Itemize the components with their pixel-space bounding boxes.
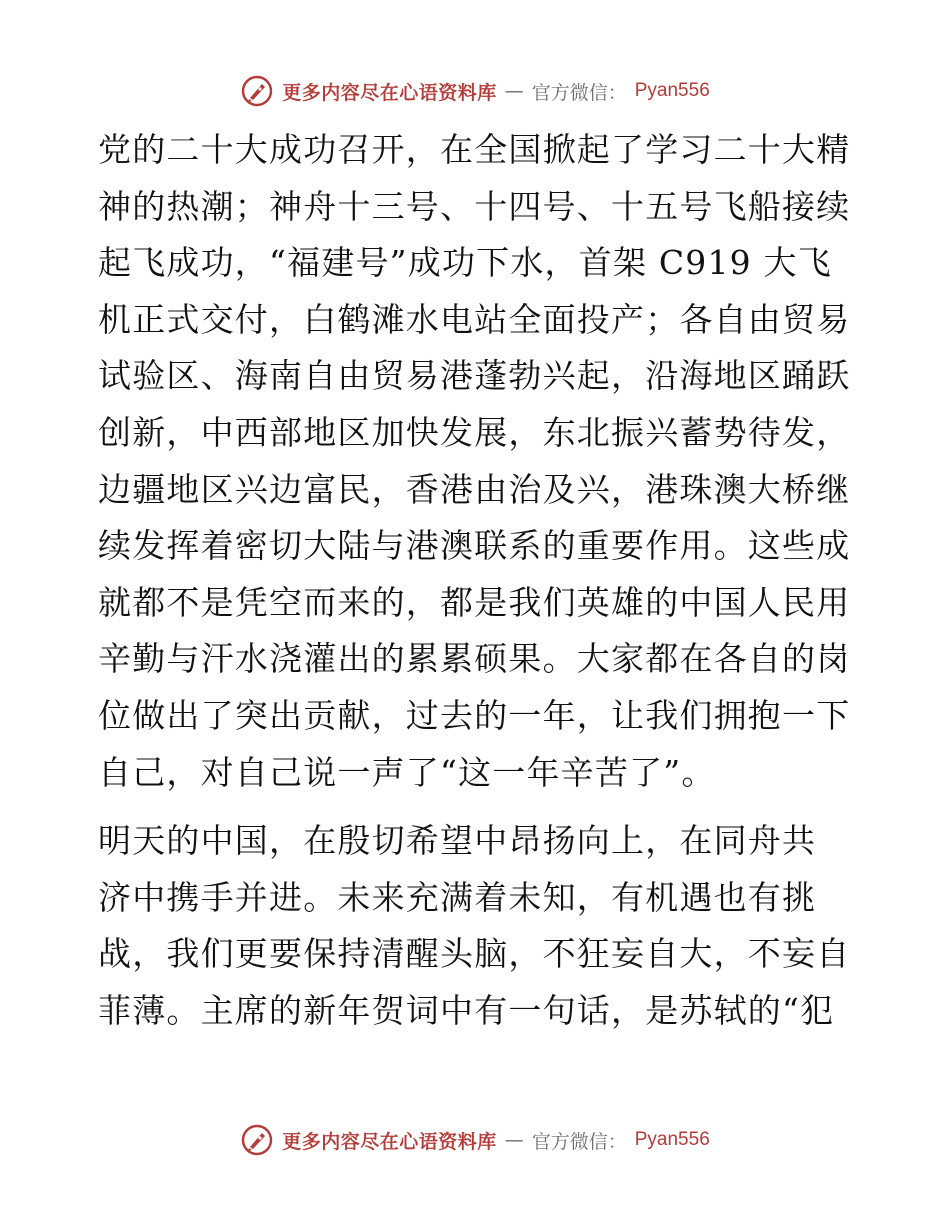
banner-wechat-label: 官方微信： — [531, 1130, 627, 1153]
document-body — [98, 122, 850, 1040]
banner-wechat-id: Pyan556 — [634, 1129, 710, 1150]
banner-title: 更多内容尽在心语资料库 — [282, 81, 497, 104]
text-line: 创新，中西部地区加快发展，东北振兴蓄势待发， — [98, 412, 851, 452]
text-line: 辛勤与汗水浇灌出的累累硕果。大家都在各自的岗 — [98, 639, 851, 679]
text-line: 济中携手并进。未来充满着未知，有机遇也有挑 — [98, 877, 817, 917]
pen-nib-logo-icon — [240, 74, 274, 108]
header-banner — [0, 71, 950, 111]
banner-wechat-id: Pyan556 — [634, 80, 710, 101]
text-line: 党的二十大成功召开，在全国掀起了学习二十大精 — [98, 130, 851, 169]
text-line: 起飞成功，“福建号”成功下水，首架 C919 大飞 — [98, 243, 832, 283]
paragraph-1 — [98, 122, 850, 801]
paragraph-2 — [98, 813, 850, 1039]
text-line: 位做出了突出贡献，过去的一年，让我们拥抱一下 — [98, 695, 851, 735]
banner-title: 更多内容尽在心语资料库 — [282, 1130, 497, 1153]
text-line: 神的热潮；神舟十三号、十四号、十五号飞船接续 — [98, 186, 851, 226]
text-line: 自己，对自己说一声了“这一年辛苦了”。 — [98, 752, 716, 792]
text-line: 就都不是凭空而来的，都是我们英雄的中国人民用 — [98, 582, 851, 622]
text-line: 边疆地区兴边富民，香港由治及兴，港珠澳大桥继 — [98, 469, 851, 509]
footer-banner — [0, 1120, 950, 1160]
text-line: 明天的中国，在殷切希望中昂扬向上，在同舟共 — [98, 821, 817, 861]
text-line: 菲薄。主席的新年贺词中有一句话，是苏轼的“犯 — [98, 990, 835, 1030]
banner-wechat-label: 官方微信： — [531, 81, 627, 104]
banner-separator: — — [504, 80, 524, 102]
pen-nib-logo-icon — [240, 1123, 274, 1157]
text-line: 续发挥着密切大陆与港澳联系的重要作用。这些成 — [98, 526, 851, 566]
text-line: 试验区、海南自由贸易港蓬勃兴起，沿海地区踊跃 — [98, 356, 851, 396]
paragraph-spacer — [98, 801, 850, 813]
banner-separator: — — [504, 1129, 524, 1151]
text-line: 战，我们更要保持清醒头脑，不狂妄自大，不妄自 — [98, 934, 851, 974]
text-line: 机正式交付，白鹤滩水电站全面投产；各自由贸易 — [98, 299, 851, 339]
